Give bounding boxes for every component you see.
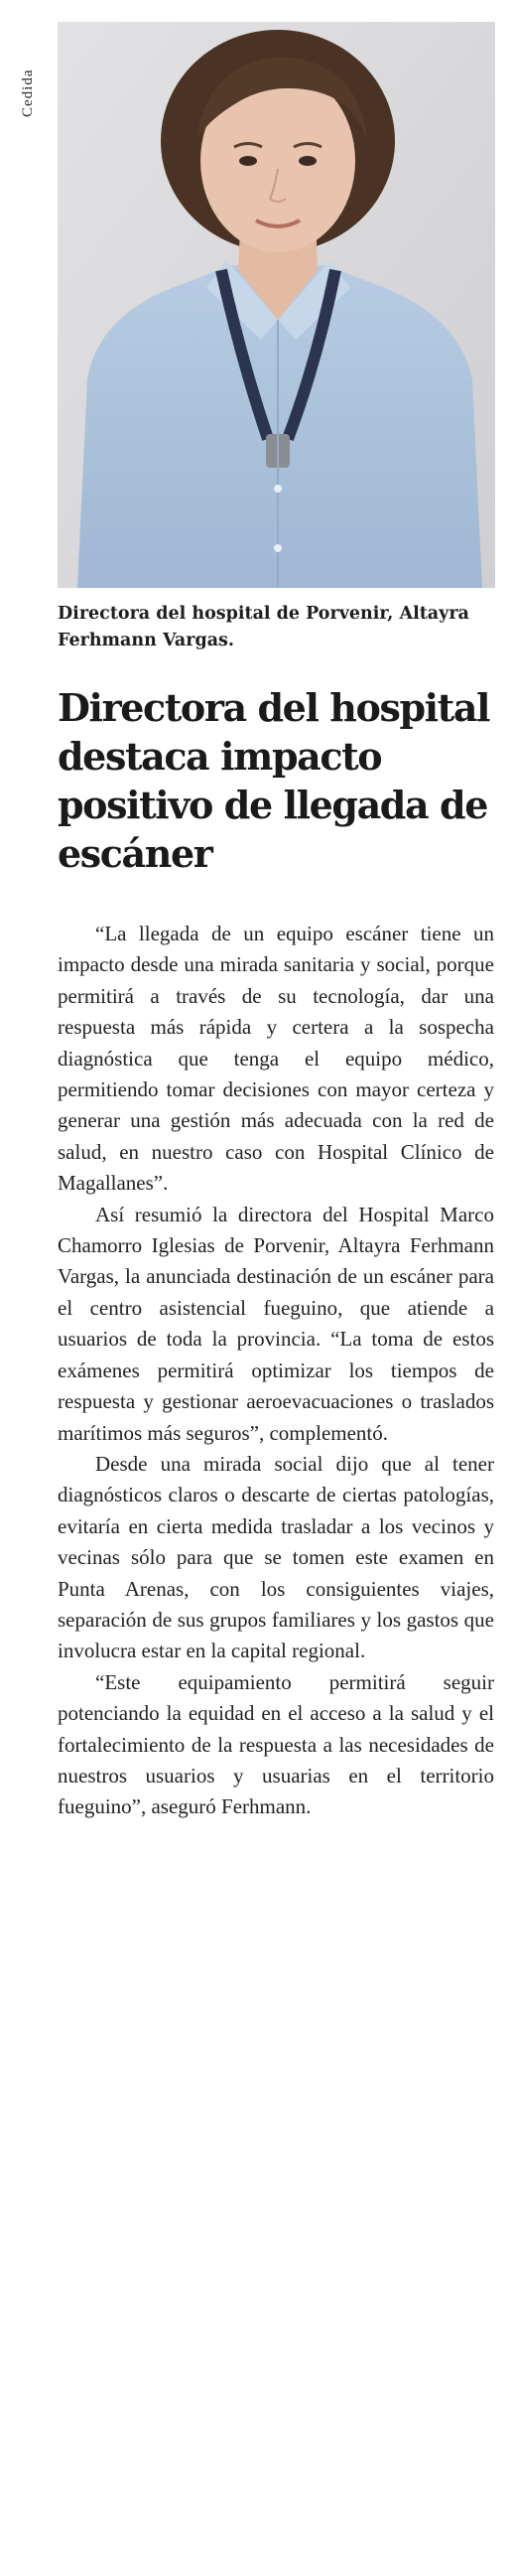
photo-caption: Directora del hospital de Porvenir, Altayra Ferhmann Vargas. [58,604,469,650]
photo-credit: Cedida [20,69,36,117]
article-body [58,919,494,1823]
paragraph-2: Así resumió la directora del Hospital Marco Chamorro Iglesias de Porvenir, Altayra Ferhmann Vargas, la anunciada destinación de un escáner para el centro asistencial fueguino, que atiende a usuarios de toda la provincia. “La toma de estos exámenes permitirá optimizar los tiempos de respuesta y gestionar aeroevacuaciones o traslados marítimos más seguros”, complementó. [58,1202,494,1445]
headline: Directora del hospital destaca impacto positivo de llegada de escáner [58,685,490,876]
paragraph-1: “La llegada de un equipo escáner tiene un impacto desde una mirada sanitaria y social, porque permitirá a través de su tecnología, dar una respuesta más rápida y certera a la sospecha diagnóstica que tenga el equipo médico, permitiendo tomar decisiones con mayor certeza y generar una gestión más adecuada con la red de salud, en nuestro caso con Hospital Clínico de Magallanes”. [58,922,494,1196]
portrait-photo [58,22,495,588]
portrait-illustration [58,22,495,588]
paragraph-3: Desde una mirada social dijo que al tener diagnósticos claros o descarte de ciertas patologías, evitaría en cierta medida trasladar a los vecinos y vecinas sólo para que se tomen este examen en Punta Arenas, con los consiguientes viajes, separación de sus grupos familiares y los gastos que involucra estar en la capital regional. [58,1451,494,1663]
paragraph-4: “Este equipamiento permitirá seguir potenciando la equidad en el acceso a la salud y el fortalecimiento de la respuesta a las necesidades de nuestros usuarios y usuarias en el territorio fueguino”, aseguró Ferhmann. [58,1669,494,1819]
